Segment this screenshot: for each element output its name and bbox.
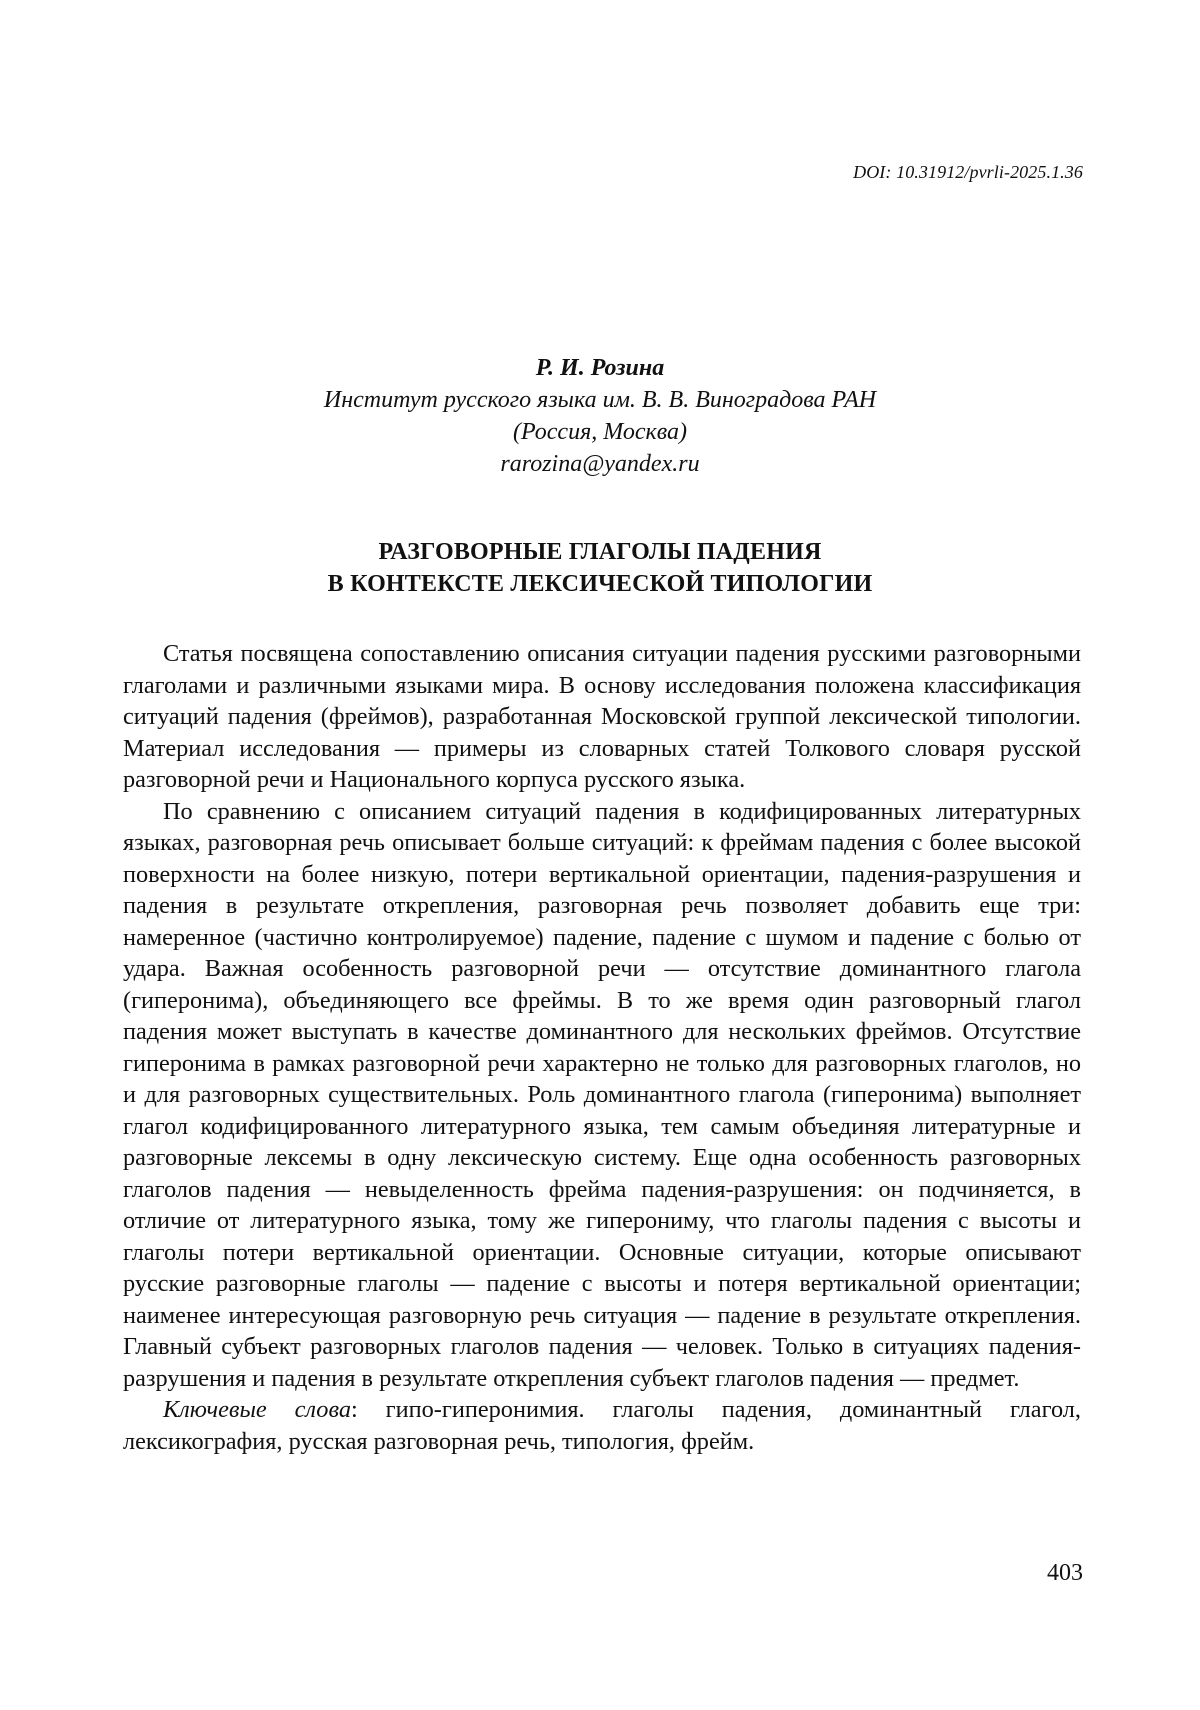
keywords-label: Ключевые слова bbox=[163, 1396, 351, 1423]
author-name: Р. И. Розина bbox=[535, 355, 665, 381]
abstract bbox=[123, 638, 1081, 1457]
article-title bbox=[120, 536, 1080, 600]
abstract-paragraph-1: Статья посвящена сопоставлению описания ситуации падения русскими разговорными глаголами и различными языками мира. В основу исследования положена классификация ситуаций падения (фреймов), разработанная Московской группой лексической типологии. Материал исследования — примеры из словарных статей Толкового словаря русской разговорной речи и Национального корпуса русского языка. bbox=[123, 640, 1081, 793]
author-location: (Россия, Москва) bbox=[512, 419, 688, 445]
abstract-paragraph-2: По сравнению с описанием ситуаций падения в кодифицированных литературных языках, разговорная речь описывает больше ситуаций: к фреймам падения с более высокой поверхности на более низкую, потери вертикальной ориентации, падения-разрушения и падения в результате открепления, разговорная речь позволяет добавить еще три: намеренное (частично контролируемое) падение, падение с шумом и падение с болью от удара. Важная особенность разговорной речи — отсутствие доминантного глагола (гиперонима), объединяющего все фреймы. В то же время один разговорный глагол падения может выступать в качестве доминантного для нескольких фреймов. Отсутствие гиперонима в рамках разговорной речи характерно не только для разговорных глаголов, но и для разговорных существительных. Роль доминантного глагола (гиперонима) выполняет глагол кодифицированного литературного языка, тем самым объединяя литературные и разговорные лексемы в одну лексическую систему. Еще одна особенность разговорных глаголов падения — невыделенность фрейма падения-разрушения: он подчиняется, в отличие от литературного языка, тому же гиперониму, что глаголы падения с высоты и глаголы потери вертикальной ориентации. Основные ситуации, которые описывают русские разговорные глаголы — падение с высоты и потеря вертикальной ориентации; наименее интересующая разговорную речь ситуация — падение в результате открепления. Главный субъект разговорных глаголов падения — человек. Только в ситуациях падения-разрушения и падения в результате открепления субъект глаголов падения — предмет. bbox=[123, 797, 1081, 1392]
author-block bbox=[120, 352, 1080, 480]
article-title-line-1: РАЗГОВОРНЫЕ ГЛАГОЛЫ ПАДЕНИЯ bbox=[378, 539, 822, 565]
author-affiliation: Институт русского языка им. В. В. Виноградова РАН bbox=[323, 387, 877, 413]
keywords-text: : гипо-гиперонимия. глаголы падения, доминантный глагол, лексикография, русская разговорная речь, типология, фрейм. bbox=[123, 1396, 1081, 1455]
article-title-line-2: В КОНТЕКСТЕ ЛЕКСИЧЕСКОЙ ТИПОЛОГИИ bbox=[327, 571, 873, 597]
author-email[interactable]: rarozina@yandex.ru bbox=[500, 451, 700, 477]
doi-label: DOI: 10.31912/pvrli-2025.1.36 bbox=[853, 162, 1083, 182]
keywords-paragraph bbox=[123, 1394, 1081, 1457]
page-number: 403 bbox=[1047, 1560, 1083, 1586]
